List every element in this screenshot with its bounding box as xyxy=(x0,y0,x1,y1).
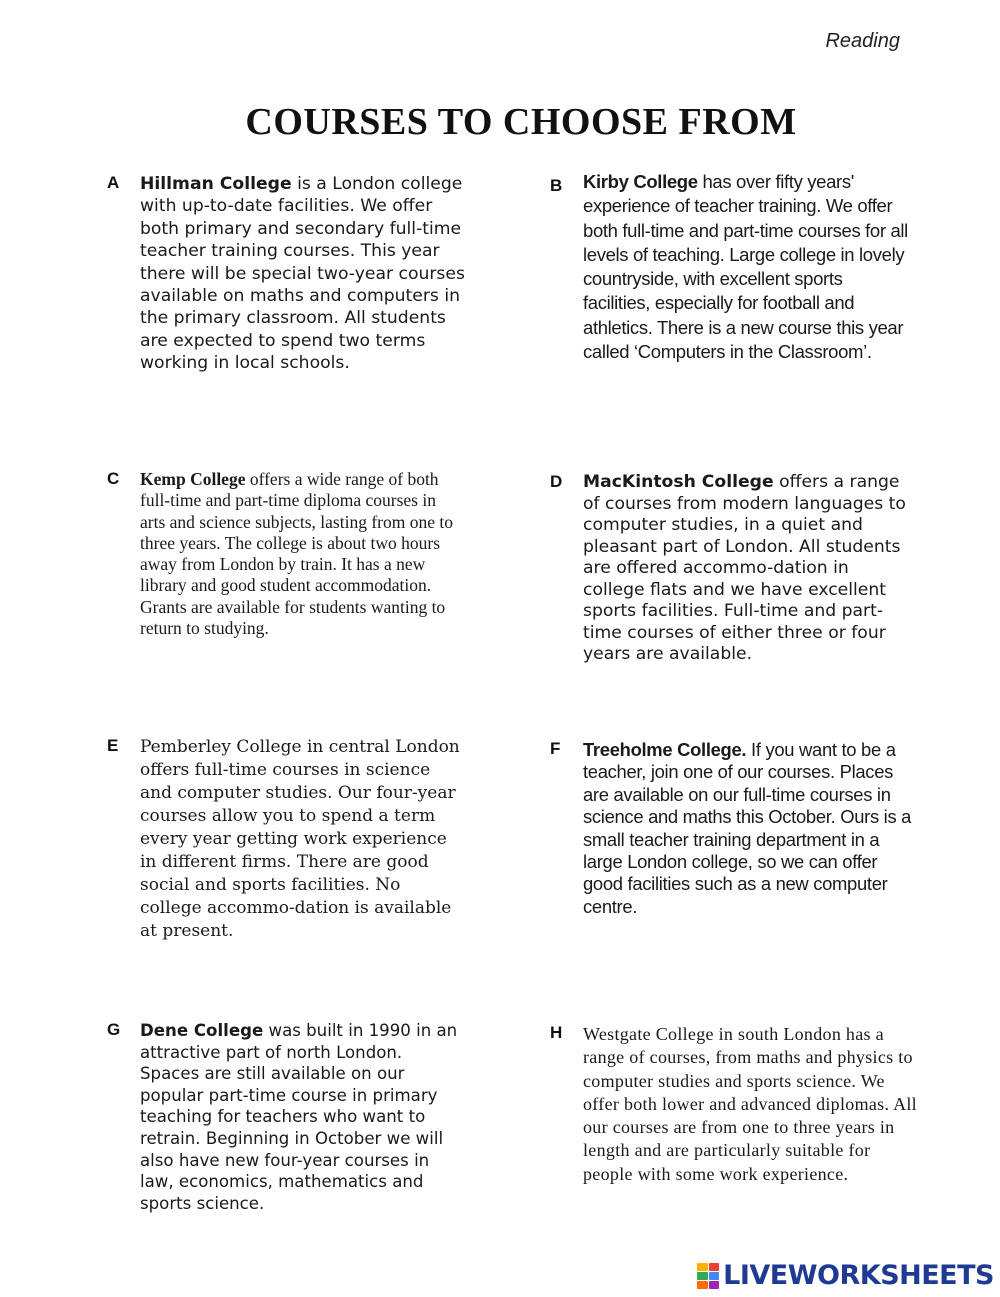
watermark-text: LIVEWORKSHEETS xyxy=(723,1260,994,1291)
entry-letter: G xyxy=(107,1020,121,1039)
entry-letter: A xyxy=(107,173,120,192)
college-name: Treeholme College. xyxy=(583,739,747,760)
college-name: Pemberley College xyxy=(140,737,302,757)
college-name: Kirby College xyxy=(583,171,698,192)
college-description: is a London college with up-to-date facilities. We offer both primary and secondary full-time teacher training courses. This year there will be special two-year courses available on maths and computers in the primary classroom. All students are expected to spend two terms working in local schools. xyxy=(140,174,465,374)
course-entry-a xyxy=(107,173,470,375)
college-description: offers a range of courses from modern languages to computer studies, in a quiet and pleasant part of London. All students are offered accommo-dation in college flats and we have excellent sports facilities. Full-time and part-time courses of either three or four years are available. xyxy=(583,472,906,664)
college-description: has over fifty years' experience of teacher training. We offer both full-time and part-time courses for all levels of teaching. Large college in lovely countryside, with excellent sports facilities, especially for football and athletics. There is a new course this year called ‘Computers in the Classroom’. xyxy=(583,171,908,363)
college-name: Westgate College xyxy=(583,1024,714,1044)
course-entry-e xyxy=(107,736,460,943)
college-name: Dene College xyxy=(140,1021,264,1040)
college-name: Kemp College xyxy=(140,469,246,489)
entry-letter: F xyxy=(550,739,561,758)
entry-body xyxy=(140,469,455,639)
course-entry-c xyxy=(107,469,455,639)
logo-tile xyxy=(709,1263,720,1271)
college-name: Hillman College xyxy=(140,174,292,194)
logo-tile xyxy=(697,1272,708,1280)
logo-tile xyxy=(697,1281,708,1289)
page-title: COURSES TO CHOOSE FROM xyxy=(245,101,797,143)
entry-body xyxy=(140,1020,465,1214)
entry-body xyxy=(140,736,460,943)
entry-letter: B xyxy=(550,176,563,195)
logo-tile xyxy=(697,1263,708,1271)
college-description: was built in 1990 in an attractive part of north London. Spaces are still available on our popular part-time course in primary teaching for teachers who want to retrain. Beginning in October we will also have new four-year courses in law, economics, mathematics and sports science. xyxy=(140,1021,458,1213)
liveworksheets-logo-icon xyxy=(697,1263,719,1289)
logo-tile xyxy=(709,1272,720,1280)
course-entry-f xyxy=(550,739,913,918)
college-description: in central London offers full-time courses in science and computer studies. Our four-year courses allow you to spend a term every year getting work experience in different firms. There are good social and sports facilities. No college accommo-dation is available at present. xyxy=(140,737,460,941)
course-entry-g xyxy=(107,1020,465,1214)
entry-body xyxy=(140,173,470,375)
college-description: in south London has a range of courses, from maths and physics to computer studies and sports science. We offer both lower and advanced diplomas. All our courses are from one to three years in length and are particularly suitable for people with some work experience. xyxy=(583,1024,917,1184)
section-label: Reading xyxy=(825,30,900,52)
course-entry-h xyxy=(550,1023,923,1186)
entry-letter: E xyxy=(107,736,119,755)
entry-body xyxy=(583,1023,923,1186)
college-name: MacKintosh College xyxy=(583,472,774,492)
college-description: If you want to be a teacher, join one of our courses. Places are available on our full-time courses in science and maths this October. Ours is a small teacher training department in a large London college, so we can offer good facilities such as a new computer centre. xyxy=(583,739,912,917)
entry-letter: H xyxy=(550,1023,563,1042)
entry-body xyxy=(583,472,913,666)
entry-body xyxy=(583,170,913,364)
course-entry-d xyxy=(550,472,913,666)
entry-body xyxy=(583,739,913,918)
liveworksheets-watermark xyxy=(697,1260,994,1291)
logo-tile xyxy=(709,1281,720,1289)
entry-letter: D xyxy=(550,472,563,491)
course-entry-b xyxy=(550,170,913,364)
entry-letter: C xyxy=(107,469,120,488)
college-description: offers a wide range of both full-time and part-time diploma courses in arts and science subjects, lasting from one to three years. The college is about two hours away from London by train. It has a new library and good student accommodation. Grants are available for students wanting to return to studying. xyxy=(140,469,453,639)
